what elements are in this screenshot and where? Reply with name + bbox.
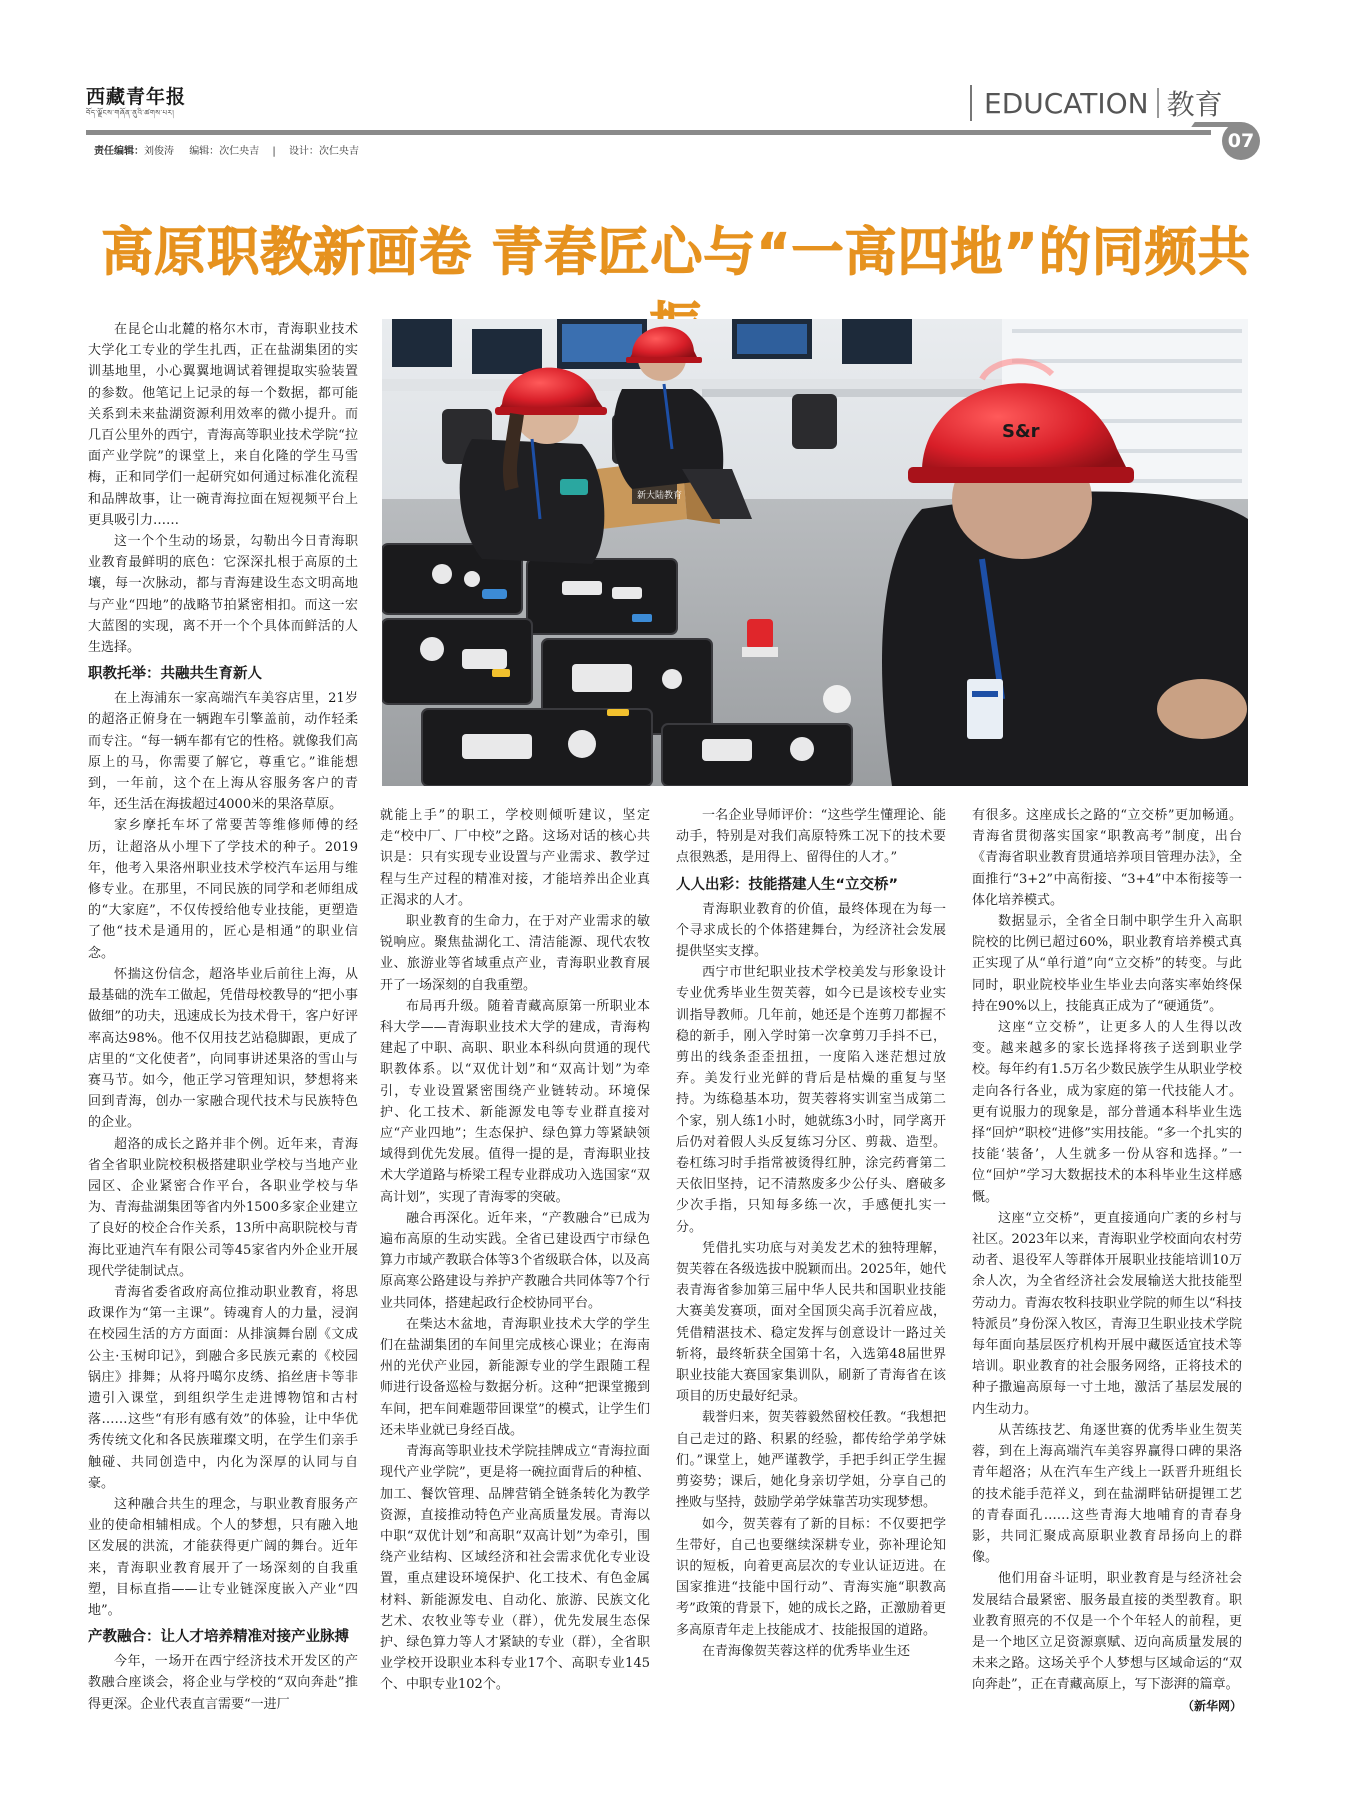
article-column-3 [676,805,946,1662]
section-label [970,82,1223,124]
box-label: 新大陆教育 [637,491,683,501]
page-headline: 高原职教新画卷 青春匠心与“一高四地”的同频共 [101,223,1251,283]
article-paragraph: 如今，贺芙蓉有了新的目标：不仅要把学生带好，自己也要继续深耕专业，弥补理论知识的短板，向着更高层次的专业认证迈进。在国家推进“技能中国行动”、青海实施“职教高考”政策的背景下，她的成长之路，正激励着更多高原青年走上技能成才、技能报国的道路。 [676,1516,946,1638]
article-paragraph: 在青海像贺芙蓉这样的优秀毕业生还 [702,1643,911,1659]
article-paragraph: 青海职业教育的价值，最终体现在为每一个寻求成长的个体搭建舞台，为经济社会发展提供坚实支撑。 [676,901,946,960]
article-paragraph: 职业教育的生命力，在于对产业需求的敏锐响应。聚焦盐湖化工、清洁能源、现代农牧业、旅游业等省域重点产业，青海职业教育展开了一场深刻的自我重塑。 [380,914,650,993]
newspaper-name: 西藏青年报 [86,86,187,108]
article-paragraph: 凭借扎实功底与对美发艺术的独特理解，贺芙蓉在各级选拔中脱颖而出。2025年，她代表青海省参加第三届中华人民共和国职业技能大赛美发赛项，面对全国顶尖高手沉着应战，凭借精湛技术、稳定发挥与创意设计一路过关斩将，最终斩获全国第十名，入选第48届世界职业技能大赛国家集训队，刷新了青海省在该项目的历史最好纪录。 [676,1240,946,1405]
header-rule [86,130,1211,135]
editor-name: 刘俊涛 [144,146,174,157]
section-heading: 产教融合：让人才培养精准对接产业脉搏 [88,1629,349,1646]
article-paragraph: 超洛的成长之路并非个例。近年来，青海省全省职业院校积极搭建职业学校与当地产业园区、企业紧密合作平台，各职业学校与华为、青海盐湖集团等省内外1500多家企业建立了良好的校企合作关系，13所中高职院校与青海比亚迪汽车有限公司等45家省内外企业开展现代学徒制试点。 [88,1136,358,1279]
article-column-2 [380,805,650,1696]
article-paragraph: 这一个个生动的场景，勾勒出今日青海职业教育最鲜明的底色：它深深扎根于高原的土壤，每一次脉动，都与青海建设生态文明高地与产业“四地”的战略节拍紧密相扣。而这一宏大蓝图的实现，离不开一个个具体而鲜活的人生选择。 [88,534,358,656]
article-paragraph: 就能上手”的职工，学校则倾听建议，坚定走“校中厂、厂中校”之路。这场对话的核心共识是：只有实现专业设置与产业需求、教学过程与生产过程的精准对接，才能培养出企业真正渴求的人才。 [380,808,650,908]
article-paragraph: 他们用奋斗证明，职业教育是与经济社会发展结合最紧密、服务最直接的类型教育。职业教育照亮的不仅是一个个年轻人的前程，更是一个地区立足资源禀赋、迈向高质量发展的未来之路。这场关乎个人梦想与区域命运的“双向奔赴”，正在青藏高原上，写下澎湃的篇章。 [972,1571,1242,1693]
masthead [86,82,1266,162]
article-paragraph: 青海高等职业技术学院挂牌成立“青海拉面现代产业学院”，更是将一碗拉面背后的种植、加工、餐饮管理、品牌营销全链条转化为教学资源，直接推动特色产业高质量发展。青海以中职“双优计划”和高职“双高计划”为牵引，围绕产业结构、区域经济和社会需求优化专业设置，重点建设环境保护、化工技术、有色金属材料、新能源发电、自动化、旅游、民族文化艺术、农牧业等专业（群），优先发展生态保护、绿色算力等人才紧缺的专业（群），全省职业学校开设职业本科专业17个、高职专业145个、中职专业102个。 [380,1444,650,1693]
source-credit: （新华网） [1181,1698,1242,1713]
article-paragraph: 融合再深化。近年来，“产教融合”已成为遍布高原的生动实践。全省已建设西宁市绿色算力市域产教联合体等3个省级联合体，以及高原高寒公路建设与养护产教融合共同体等7个行业共同体，搭建起政行企校协同平台。 [380,1210,650,1311]
training-scene-image [382,319,1248,786]
section-heading: 人人出彩：技能搭建人生“立交桥” [676,876,899,893]
article-paragraph: 这种融合共生的理念，与职业教育服务产业的使命相辅相成。个人的梦想，只有融入地区发展的洪流，才能获得更广阔的舞台。近年来，青海职业教育展开了一场深刻的自我重塑，目标直指——让专业链深度嵌入产业“四地”。 [88,1496,358,1618]
article-paragraph: 有很多。这座成长之路的“立交桥”更加畅通。青海省贯彻落实国家“职教高考”制度，出台《青海省职业教育贯通培养项目管理办法》，全面推行“3+2”中高衔接、“3+4”中本衔接等一体化培养模式。 [972,808,1242,908]
article-paragraph: 在上海浦东一家高端汽车美容店里，21岁的超洛正俯身在一辆跑车引擎盖前，动作轻柔而专注。“每一辆车都有它的性格。就像我们高原上的马，你需要了解它，尊重它。”谁能想到，一年前，这个在上海从容服务客户的青年，还生活在海拔超过4000米的果洛草原。 [88,691,358,813]
article-paragraph: 家乡摩托车坏了常要苦等维修师傅的经历，让超洛从小埋下了学技术的种子。2019年，他考入果洛州职业技术学校汽车运用与维修专业。在那里，不同民族的同学和老师组成的“大家庭”，不仅传授给他专业技能，更塑造了他“技术是通用的，匠心是相通”的职业信念。 [88,818,358,961]
article-paragraph: 数据显示，全省全日制中职学生升入高职院校的比例已超过60%，职业教育培养模式真正实现了从“单行道”向“立交桥”的转变。与此同时，职业院校毕业生毕业去向落实率始终保持在90%以上，技能真正成为了“硬通货”。 [972,914,1242,1014]
article-paragraph: 一名企业导师评价：“这些学生懂理论、能动手，特别是对我们高原特殊工况下的技术要点很熟悉，是用得上、留得住的人才。” [676,808,946,866]
newspaper-name-tibetan: བོད་ལྗོངས་གཞོན་ནུའི་ཚགས་པར། [86,109,175,117]
section-name-cn: 教育 [1166,88,1223,121]
article-paragraph: 这座“立交桥”，更直接通向广袤的乡村与社区。2023年以来，青海职业学校面向农村劳动者、退役军人等群体开展职业技能培训10万余人次，为全省经济社会发展输送大批技能型劳动力。青海农牧科技职业学院的师生以“科技特派员”身份深入牧区，青海卫生职业技术学院每年面向基层医疗机构开展中藏医适宜技术等培训。职业教育的社会服务网络，正将技术的种子撒遍高原每一寸土地，激活了基层发展的内生动力。 [972,1210,1242,1417]
article-paragraph: 从苦练技艺、角逐世赛的优秀毕业生贺芙蓉，到在上海高端汽车美容界赢得口碑的果洛青年超洛；从在汽车生产线上一跃晋升班组长的技术能手范祥义，到在盐湖畔钻研提锂工艺的青春面孔……这些青海大地哺育的青春身影，共同汇聚成高原职业教育昂扬向上的群像。 [972,1422,1242,1566]
article-column-4 [972,805,1242,1717]
page-number-badge: 07 [1222,122,1260,160]
article-paragraph: 在昆仑山北麓的格尔木市，青海职业技术大学化工专业的学生扎西，正在盐湖集团的实训基地里，小心翼翼地调试着锂提取实验装置的参数。他笔记上记录的每一个数据，都可能关系到未来盐湖资源利用效率的微小提升。而几百公里外的西宁，青海高等职业技术学院“拉面产业学院”的课堂上，来自化隆的学生马雪梅，正和同学们一起研究如何通过标准化流程和品牌故事，让一碗青海拉面在短视频平台上更具吸引力…… [88,322,358,528]
section-divider [970,85,972,121]
editor2-name: 次仁央吉 [219,146,260,157]
article-paragraph: 今年，一场开在西宁经济技术开发区的产教融合座谈会，将企业与学校的“双向奔赴”推得更深。企业代表直言需要“一进厂 [88,1654,358,1712]
section-name-en: EDUCATION [984,86,1149,120]
article-paragraph: 西宁市世纪职业技术学校美发与形象设计专业优秀毕业生贺芙蓉，如今已是该校专业实训指导教师。几年前，她还是个连剪刀都握不稳的新手，刚入学时第一次拿剪刀手抖不已，剪出的线条歪歪扭扭，一度陷入迷茫想过放弃。美发行业光鲜的背后是枯燥的重复与坚持。为练稳基本功，贺芙蓉将实训室当成第二个家，别人练1小时，她就练3小时，同学离开后仍对着假人头反复练习分区、剪裁、造型。卷杠练习时手指常被烫得红肿，涂完药膏第二天依旧坚持，记不清熬废多少公仔头、磨破多少次手指，只知每多练一次，手感便扎实一分。 [676,965,946,1235]
section-heading: 职教托举：共融共生育新人 [88,666,262,683]
editor-label: 责任编辑： [94,146,144,157]
article-paragraph: 布局再升级。随着青藏高原第一所职业本科大学——青海职业技术大学的建成，青海构建起了中职、高职、职业本科纵向贯通的现代职教体系。以“双优计划”和“双高计划”为牵引，专业设置紧密围绕产业链转动。环境保护、化工技术、新能源发电等专业群直接对应“产业四地”；生态保护、绿色算力等紧缺领域得到优先发展。值得一提的是，青海职业技术大学道路与桥梁工程专业群成功入选国家“双高计划”，实现了青海零的突破。 [380,998,650,1205]
svg-text:S&r: S&r [1002,421,1040,442]
credit-separator: | [272,146,276,157]
article-paragraph: 载誉归来，贺芙蓉毅然留校任教。“我想把自己走过的路、积累的经验，都传给学弟学妹们。”课堂上，她严谨教学，手把手纠正学生握剪姿势；课后，她化身亲切学姐，分享自己的挫败与坚持，鼓励学弟学妹靠苦功实现梦想。 [676,1410,946,1511]
section-separator [1157,88,1159,118]
article-column-1 [88,319,358,1715]
article-paragraph: 青海省委省政府高位推动职业教育，将思政课作为“第一主课”。铸魂育人的力量，浸润在校园生活的方方面面：从排演舞台剧《文成公主·玉树印记》，到融合多民族元素的《校园锅庄》排舞；从将丹噶尔皮绣、掐丝唐卡等非遗引入课堂，到组织学生走进博物馆和古村落……这些“有形有感有效”的体验，让中华优秀传统文化和各民族璀璨文明，在学生们亲手触碰、共同创造中，内化为深厚的认同与自豪。 [88,1284,358,1491]
designer-label: 设计： [288,146,319,157]
editor-credits [94,142,359,157]
article-paragraph: 在柴达木盆地，青海职业技术大学的学生们在盐湖集团的车间里完成核心课业；在海南州的光伏产业园，新能源专业的学生跟随工程师进行设备巡检与数据分析。这种“把课堂搬到车间，把车间难题带回课堂”的模式，让学生们还未毕业就已身经百战。 [380,1316,650,1438]
article-paragraph: 怀揣这份信念，超洛毕业后前往上海，从最基础的洗车工做起，凭借母校教导的“把小事做细”的功夫，迅速成长为技术骨干，客户好评率高达98%。他不仅用技艺站稳脚跟，更成了店里的“文化使者”，向同事讲述果洛的雪山与赛马节。如今，他正学习管理知识，梦想将来回到青海，创办一家融合现代技术与民族特色的企业。 [88,966,358,1131]
editor2-label: 编辑： [189,146,220,157]
news-photo [382,319,1248,786]
article-paragraph: 这座“立交桥”，让更多人的人生得以改变。越来越多的家长选择将孩子送到职业学校。每年约有1.5万名少数民族学生从职业学校走向各行各业，成为家庭的第一代技能人才。更有说服力的现象是，部分普通本科毕业生选择“回炉”职校“进修”实用技能。“多一个扎实的技能‘装备’，人生就多一份从容和选择。”一位“回炉”学习大数据技术的本科毕业生这样感慨。 [972,1020,1242,1205]
designer-name: 次仁央吉 [318,146,359,157]
